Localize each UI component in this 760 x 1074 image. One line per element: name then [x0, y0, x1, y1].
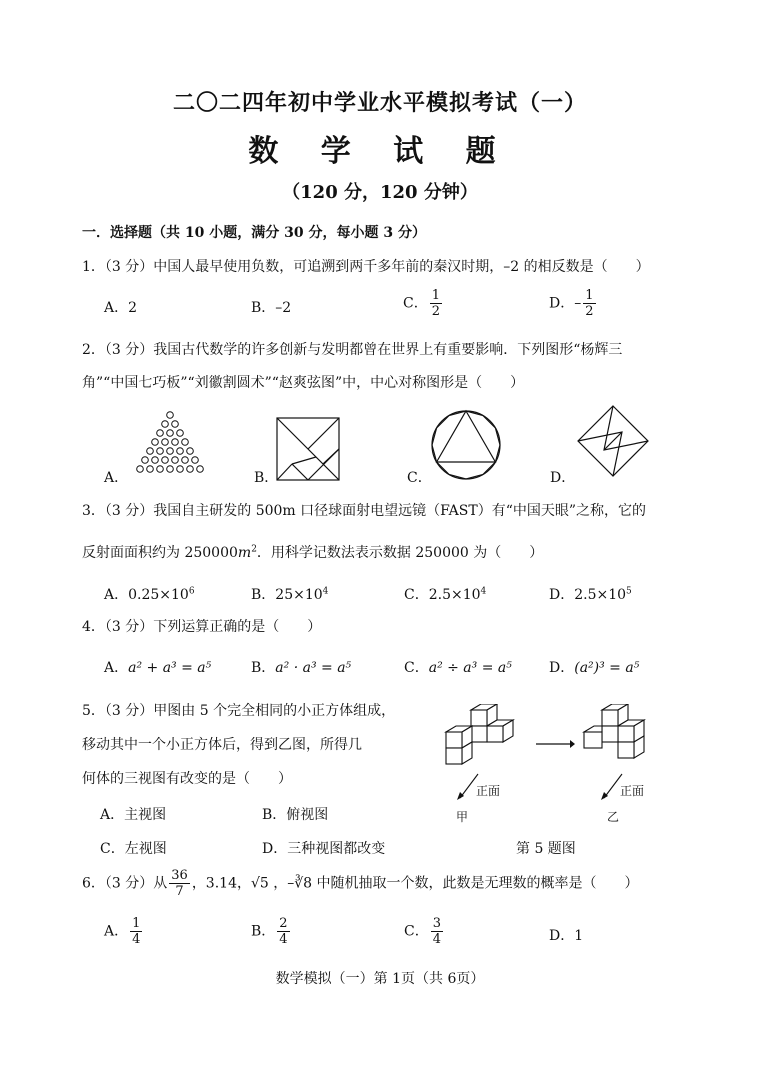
q5-option-c: C．左视图 — [100, 841, 167, 857]
q4-option-b: B．a² · a³ = a⁵ — [251, 660, 352, 676]
subject-title: 数 学 试 题 — [248, 134, 512, 169]
figure-jia-cubes — [436, 704, 536, 784]
q6-option-d: D．1 — [549, 928, 584, 944]
q4-option-a: A．a² + a³ = a⁵ — [104, 660, 212, 676]
zhaoshuang-figure — [576, 404, 650, 478]
figure-5-caption: 第 5 题图 — [516, 841, 576, 857]
exam-title: 二〇二四年初中学业水平模拟考试（一） — [172, 90, 587, 116]
question-3-line1: 3．（3 分）我国自主研发的 500m 口径球面射电望远镜（FAST）有“中国天眼”之称，它的 — [82, 503, 647, 519]
figure-yi-cubes — [582, 704, 666, 784]
page-footer: 数学模拟（一）第 1页（共 6页） — [275, 971, 485, 987]
q3-option-a: A．$0.25\times 10^6$ — [104, 586, 195, 603]
q3-option-c: C．$2.5\times 10^4$ — [404, 586, 487, 603]
question-5-line3: 何体的三视图有改变的是（ ） — [82, 771, 292, 787]
q6-option-b: B． $\frac{2}{4}$ — [251, 916, 288, 947]
q3-option-d: D．$2.5\times 10^5$ — [549, 586, 632, 603]
question-2-line1: 2．（3 分）我国古代数学的许多创新与发明都曾在世界上有重要影响．下列图形“杨辉三 — [82, 342, 623, 358]
q1-option-d: D．– $\frac{1}{2}$ — [549, 288, 594, 319]
liuhui-circle-figure — [430, 409, 502, 481]
q3-option-b: B．$25\times 10^4$ — [251, 586, 329, 603]
figure-yi-label: 乙 — [607, 810, 620, 824]
q4-option-d: D．(a²)³ = a⁵ — [549, 660, 640, 676]
q6-option-c: C． $\frac{3}{4}$ — [404, 916, 441, 947]
yanghui-triangle-figure — [128, 410, 212, 476]
transform-arrow-icon — [534, 738, 576, 750]
q6-option-a: A． $\frac{1}{4}$ — [104, 916, 141, 947]
figure-jia-label: 甲 — [456, 810, 469, 824]
q1-option-c: C． $\frac{1}{2}$ — [403, 288, 440, 319]
question-5-line1: 5．（3 分）甲图由 5 个完全相同的小正方体组成， — [82, 703, 396, 719]
question-6-stem: 6．（3 分）从 $\frac{36}{7}$ ，3.14，√5 ，–∛8 中随机抽取一个数，此数是无理数的概率是（ ） — [82, 868, 639, 899]
q4-option-c: C．a² ÷ a³ = a⁵ — [404, 660, 512, 676]
front-label-yi: 正面 — [620, 784, 645, 798]
q2-option-c: C． — [407, 470, 432, 486]
q5-option-d: D．三种视图都改变 — [262, 841, 386, 857]
q1-option-a: A．2 — [104, 300, 138, 316]
tangram-figure — [276, 417, 340, 481]
q2-option-a: A． — [104, 470, 129, 486]
front-label-jia: 正面 — [476, 784, 501, 798]
question-2-line2: 角”“中国七巧板”“刘徽割圆术”“赵爽弦图”中，中心对称图形是（ ） — [82, 375, 525, 391]
q2-option-d: D． — [550, 470, 576, 486]
q5-option-a: A．主视图 — [100, 807, 167, 823]
q2-option-b: B． — [254, 470, 279, 486]
question-5-line2: 移动其中一个小正方体后，得到乙图，所得几 — [82, 737, 362, 753]
score-time-info: （120 分，120 分钟） — [282, 182, 478, 203]
q5-option-b: B．俯视图 — [262, 807, 329, 823]
section-heading: 一．选择题（共 10 小题，满分 30 分，每小题 3 分） — [82, 225, 426, 241]
question-1-stem: 1．（3 分）中国人最早使用负数，可追溯到两千多年前的秦汉时期，–2 的相反数是（ ） — [82, 259, 650, 275]
q1-option-b: B．–2 — [251, 300, 292, 316]
question-4-stem: 4．（3 分）下列运算正确的是（ ） — [82, 619, 322, 635]
question-3-line2: 反射面面积约为 $250000m^2$．用科学记数法表示数据 250000 为（ ） — [82, 544, 544, 561]
